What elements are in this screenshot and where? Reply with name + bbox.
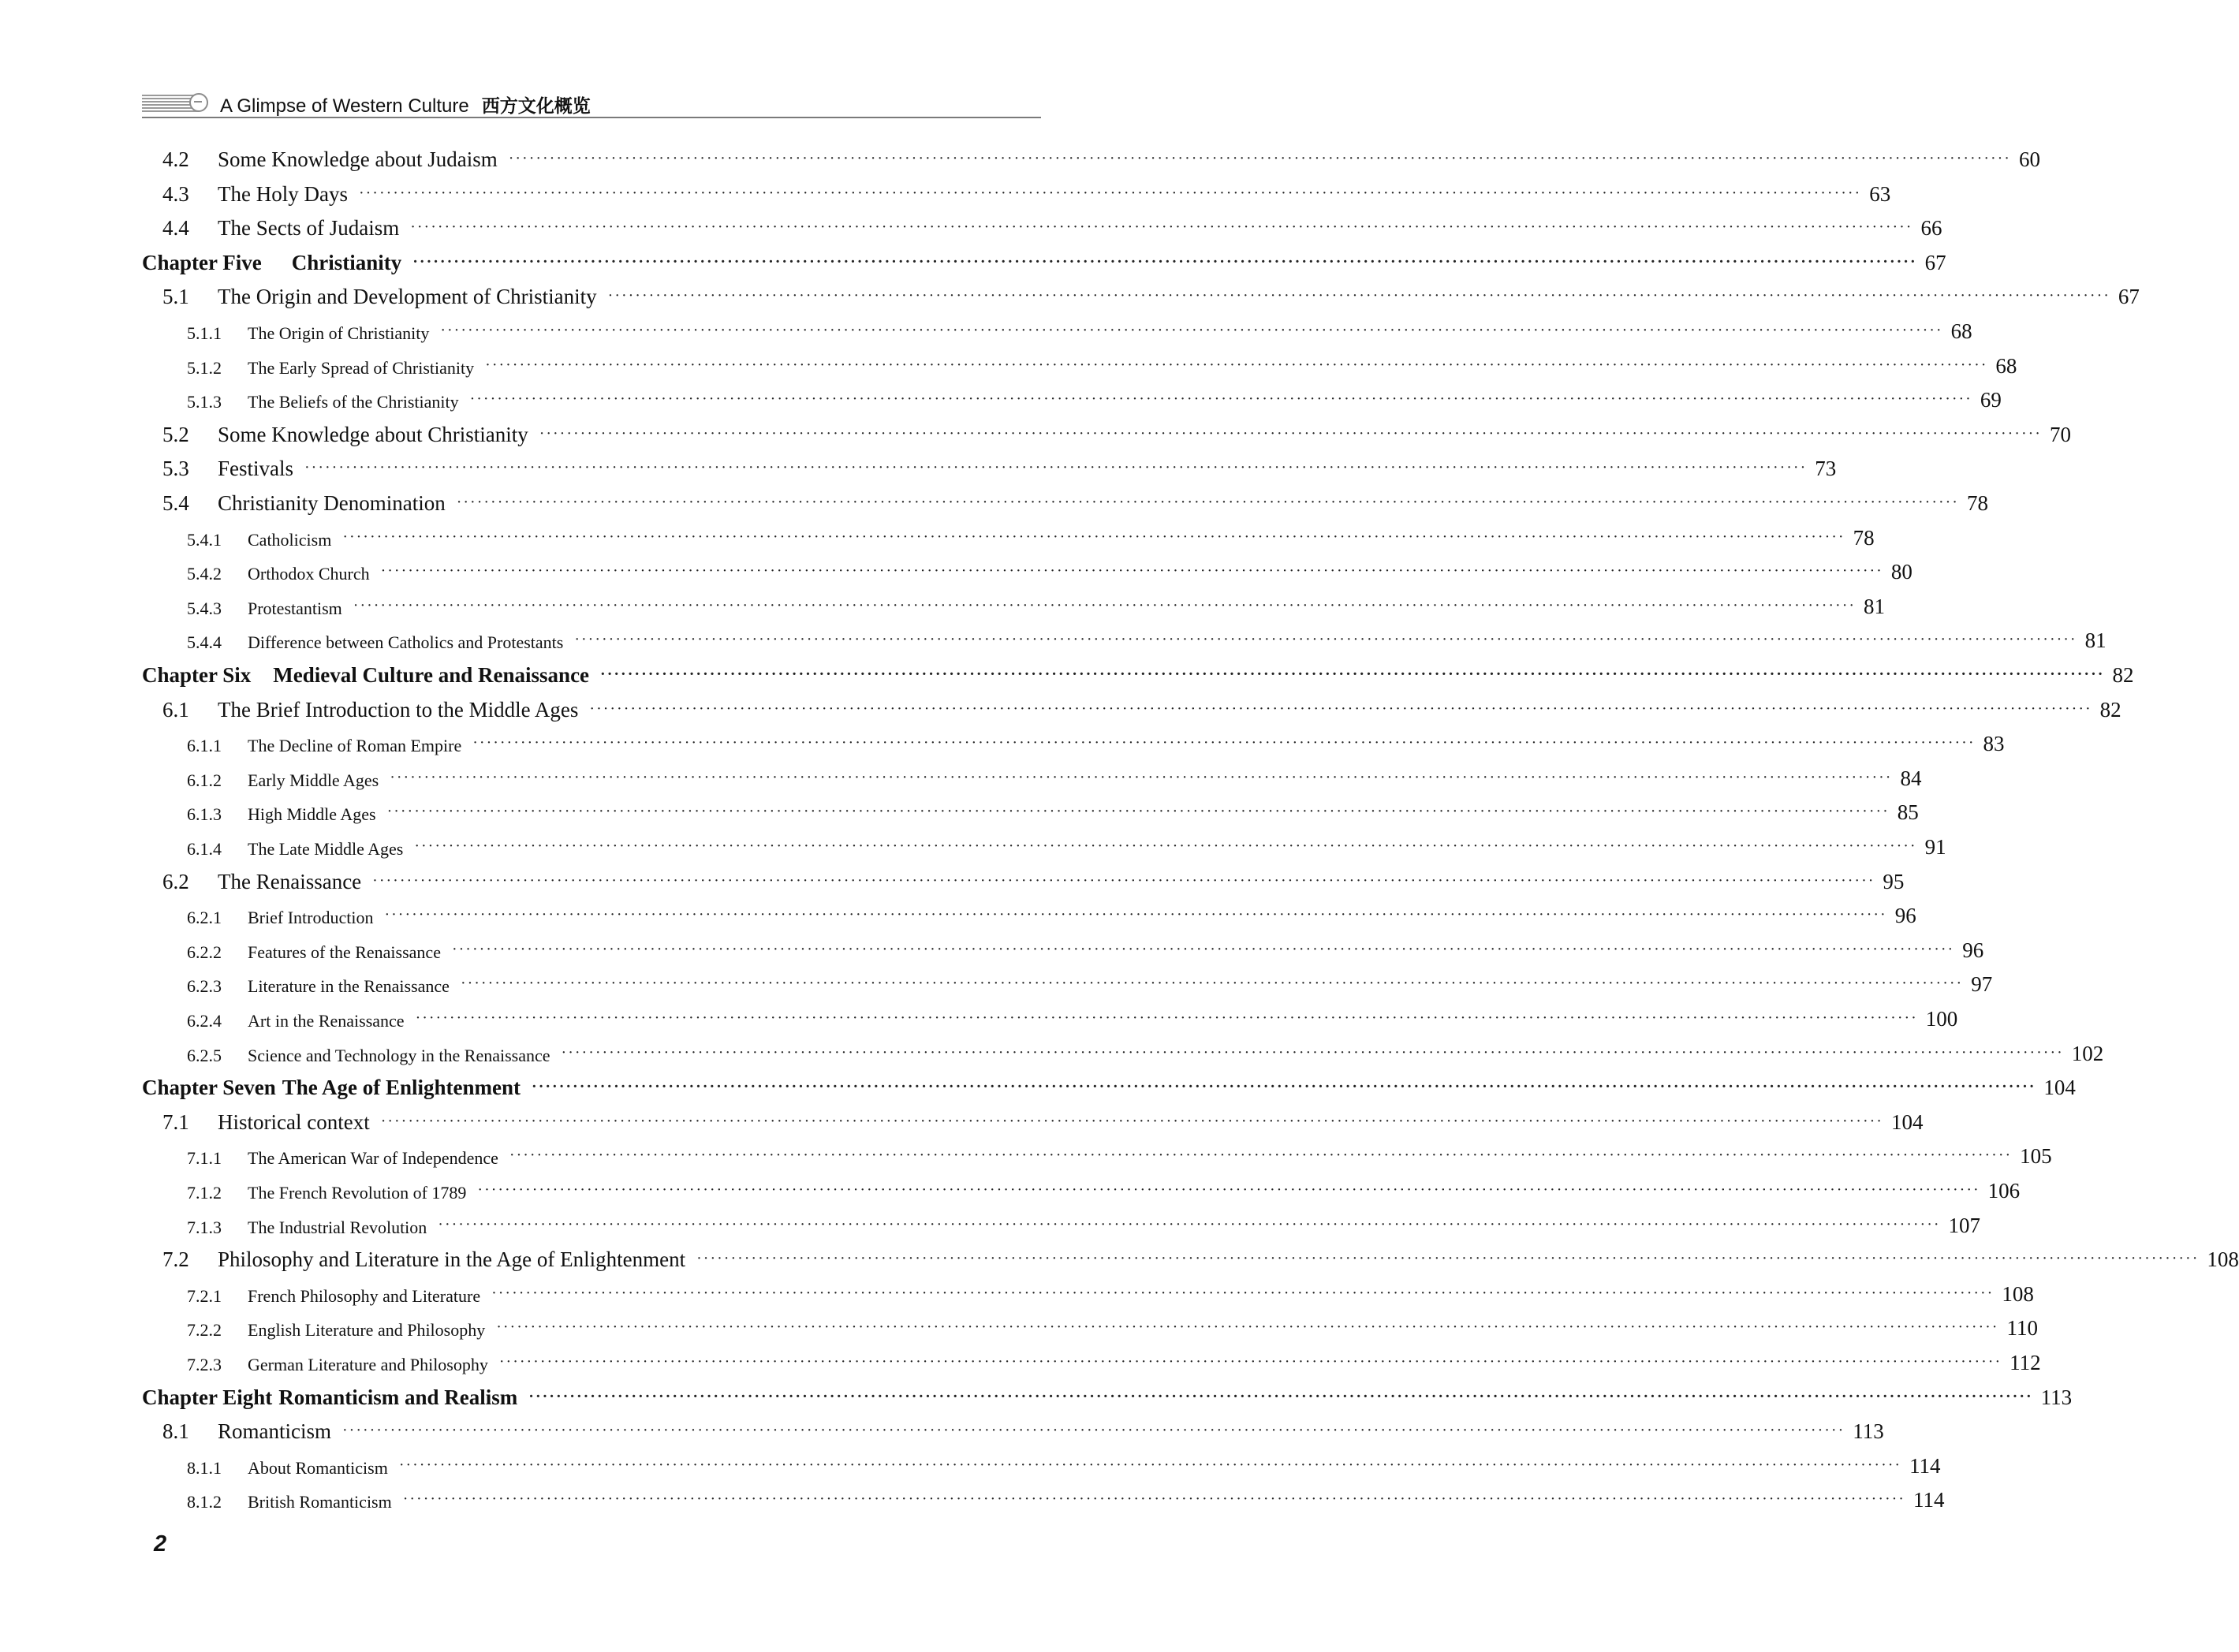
toc-section-entry[interactable]: [162, 481, 1988, 516]
toc-entry-title: The American War of Independence: [248, 1148, 498, 1169]
dot-leader: ····························································································································································································································: [342, 528, 1845, 546]
toc-entry-number: 6.2: [162, 869, 189, 893]
toc-entry-title: Some Knowledge about Judaism: [218, 147, 498, 171]
toc-entry-number: Chapter Six: [142, 663, 252, 687]
dot-leader: ····························································································································································································································: [539, 424, 2042, 442]
toc-entry-page: 114: [1912, 1488, 1945, 1512]
toc-subsection-entry[interactable]: [187, 962, 1993, 997]
toc-entry-page: 108: [2002, 1281, 2034, 1306]
toc-section-entry[interactable]: [162, 1409, 1884, 1444]
toc-section-entry[interactable]: [162, 446, 1837, 481]
dot-leader: ····························································································································································································································: [402, 1490, 1905, 1508]
toc-entry-page: 66: [1920, 216, 1942, 241]
toc-subsection-entry[interactable]: [187, 309, 1972, 344]
toc-subsection-entry[interactable]: [187, 1341, 2041, 1375]
toc-entry-title: About Romanticism: [248, 1457, 388, 1478]
toc-entry-page: 82: [2112, 663, 2134, 687]
toc-entry-title: The Renaissance: [218, 869, 362, 893]
toc-subsection-entry[interactable]: [187, 1444, 1941, 1479]
toc-entry-page: 106: [1987, 1179, 2021, 1203]
toc-entry-number: Chapter Five: [142, 250, 262, 274]
dot-leader: ····························································································································································································································: [398, 1456, 1902, 1474]
toc-subsection-entry[interactable]: [187, 550, 1912, 584]
toc-entry-title: The Early Spread of Christianity: [248, 357, 475, 378]
toc-entry-title: Orthodox Church: [248, 564, 370, 584]
toc-entry-number: 5.4.4: [187, 632, 222, 653]
dot-leader: ····························································································································································································································: [600, 666, 2105, 683]
toc-entry-page: 70: [2049, 422, 2071, 446]
dot-leader: ····························································································································································································································: [380, 1112, 1883, 1130]
toc-subsection-entry[interactable]: [187, 756, 1922, 791]
toc-entry-title: Christianity Denomination: [218, 491, 446, 515]
toc-entry-page: 73: [1815, 457, 1837, 481]
toc-entry-number: 5.1.1: [187, 323, 222, 343]
toc-entry-page: 112: [2010, 1351, 2041, 1374]
toc-chapter-entry[interactable]: [142, 1375, 2073, 1410]
toc-entry-title: The Industrial Revolution: [248, 1217, 427, 1237]
toc-entry-page: 104: [1890, 1109, 1924, 1134]
page-number: 2: [154, 1531, 167, 1557]
toc-entry-page: 104: [2043, 1076, 2076, 1100]
toc-entry-number: 5.4.1: [187, 529, 222, 550]
dot-leader: ····························································································································································································································: [438, 1215, 1941, 1233]
toc-entry-number: 5.4.2: [187, 564, 222, 584]
toc-entry-number: 7.1.2: [187, 1183, 222, 1203]
toc-section-entry[interactable]: [162, 172, 1891, 207]
toc-entry-title: Features of the Renaissance: [248, 942, 441, 962]
toc-entry-title: The Origin and Development of Christianity: [218, 285, 597, 309]
toc-section-entry[interactable]: [162, 412, 2071, 447]
toc-entry-number: 4.3: [162, 181, 189, 206]
dot-leader: ····························································································································································································································: [509, 1147, 2013, 1165]
dot-leader: ····························································································································································································································: [561, 1043, 2064, 1061]
toc-entry-title: Romanticism and Realism: [278, 1385, 518, 1409]
toc-entry-title: Romanticism: [218, 1419, 331, 1444]
dot-leader: ····························································································································································································································: [496, 1318, 1999, 1337]
toc-section-entry[interactable]: [162, 206, 1942, 241]
toc-subsection-entry[interactable]: [187, 893, 1916, 928]
toc-entry-page: 83: [1983, 732, 2005, 756]
toc-entry-number: 7.2.1: [187, 1285, 222, 1306]
toc-subsection-entry[interactable]: [187, 825, 1946, 860]
toc-entry-number: 6.2.1: [187, 908, 222, 928]
toc-entry-number: 7.2.3: [187, 1355, 222, 1374]
toc-entry-number: 6.1.2: [187, 770, 222, 790]
dot-leader: ····························································································································································································································: [528, 1387, 2033, 1405]
dot-leader: ····························································································································································································································: [410, 218, 1913, 237]
toc-entry-page: 82: [2099, 697, 2121, 722]
toc-subsection-entry[interactable]: [187, 344, 2017, 379]
toc-chapter-entry[interactable]: [142, 241, 1946, 275]
dot-leader: ····························································································································································································································: [304, 459, 1808, 477]
toc-entry-title: Protestantism: [248, 598, 342, 618]
toc-entry-title: The Sects of Judaism: [218, 216, 400, 241]
dot-leader: ····························································································································································································································: [414, 837, 1917, 855]
toc-entry-page: 84: [1900, 766, 1922, 790]
toc-entry-title: British Romanticism: [248, 1492, 392, 1512]
toc-entry-title: Festivals: [218, 457, 294, 481]
toc-entry-number: 5.1.2: [187, 357, 222, 378]
toc-entry-title: Medieval Culture and Renaissance: [273, 663, 590, 687]
toc-entry-page: 107: [1948, 1213, 1981, 1237]
toc-chapter-entry[interactable]: [142, 1065, 2076, 1100]
toc-section-entry[interactable]: [162, 860, 1905, 894]
dot-leader: ····························································································································································································································: [390, 768, 1893, 786]
book-title: [220, 91, 591, 117]
toc-subsection-entry[interactable]: [187, 516, 1875, 550]
toc-entry-title: The Brief Introduction to the Middle Ages: [218, 697, 579, 722]
toc-entry-number: 7.1: [162, 1109, 189, 1134]
toc-entry-title: Historical context: [218, 1109, 370, 1134]
toc-section-entry[interactable]: [162, 274, 2140, 309]
toc-entry-page: 80: [1890, 560, 1912, 584]
toc-entry-number: 6.1: [162, 697, 189, 722]
toc-entry-number: 6.1.1: [187, 736, 222, 756]
toc-section-entry[interactable]: [162, 137, 2040, 172]
toc-entry-title: Difference between Catholics and Protestants: [248, 632, 564, 653]
toc-entry-title: French Philosophy and Literature: [248, 1285, 481, 1306]
running-header: [142, 88, 1041, 118]
toc-entry-page: 96: [1962, 938, 1984, 962]
toc-entry-number: Chapter Eight: [142, 1385, 273, 1409]
toc-entry-number: 6.2.3: [187, 976, 222, 997]
toc-chapter-entry[interactable]: [142, 653, 2134, 688]
dot-leader: ····························································································································································································································: [469, 390, 1972, 408]
toc-subsection-entry[interactable]: [187, 1031, 2104, 1066]
book-title-english: A Glimpse of Western Culture: [220, 95, 469, 117]
toc-entry-page: 69: [1980, 388, 2002, 412]
toc-entry-page: 100: [1925, 1007, 1958, 1031]
toc-entry-page: 113: [1853, 1419, 1884, 1444]
dot-leader: ····························································································································································································································: [415, 1009, 1918, 1027]
dot-leader: ····························································································································································································································: [353, 596, 1857, 614]
toc-subsection-entry[interactable]: [187, 1478, 1945, 1512]
toc-entry-title: German Literature and Philosophy: [248, 1355, 488, 1374]
dot-leader: ····························································································································································································································: [485, 356, 1988, 374]
dot-leader: ····························································································································································································································: [451, 940, 1955, 958]
toc-entry-number: Chapter Seven: [142, 1076, 276, 1100]
toc-subsection-entry[interactable]: [187, 790, 1919, 825]
toc-entry-title: Philosophy and Literature in the Age of Enlightenment: [218, 1247, 686, 1272]
toc-entry-title: Christianity: [291, 250, 402, 274]
toc-entry-page: 102: [2071, 1041, 2104, 1065]
toc-entry-number: 5.4: [162, 491, 189, 515]
toc-entry-page: 67: [2118, 285, 2140, 309]
toc-entry-number: 6.2.2: [187, 942, 222, 962]
dot-leader: ····························································································································································································································: [412, 252, 1917, 270]
toc-subsection-entry[interactable]: [187, 584, 1886, 619]
toc-entry-title: Brief Introduction: [248, 908, 374, 928]
dot-leader: ····························································································································································································································: [574, 631, 2077, 649]
dot-leader: ····························································································································································································································: [472, 734, 1976, 752]
toc-subsection-entry[interactable]: [187, 1134, 2052, 1169]
dot-leader: ····························································································································································································································: [477, 1181, 1980, 1199]
toc-entry-number: 8.1.1: [187, 1457, 222, 1478]
toc-entry-title: The Beliefs of the Christianity: [248, 392, 459, 412]
toc-entry-page: 110: [2006, 1316, 2038, 1341]
toc-entry-page: 78: [1966, 491, 1988, 515]
dot-leader: ····························································································································································································································: [384, 906, 1887, 924]
toc-entry-page: 96: [1894, 904, 1916, 928]
toc-subsection-entry[interactable]: [187, 618, 2107, 653]
dot-leader: ····························································································································································································································: [508, 150, 2011, 167]
toc-entry-number: 6.2.4: [187, 1011, 222, 1031]
toc-subsection-entry[interactable]: [187, 378, 2002, 412]
toc-entry-number: 8.1.2: [187, 1492, 222, 1512]
toc-entry-number: 7.2: [162, 1247, 189, 1272]
toc-entry-number: 6.1.3: [187, 804, 222, 825]
arrow-circle-icon: [189, 93, 208, 112]
dot-leader: ····························································································································································································································: [460, 975, 1964, 993]
toc-entry-number: 4.4: [162, 216, 189, 241]
toc-entry-title: The Decline of Roman Empire: [248, 736, 462, 756]
toc-entry-page: 85: [1897, 800, 1919, 825]
toc-entry-number: 5.1.3: [187, 392, 222, 412]
toc-entry-page: 63: [1869, 181, 1891, 206]
toc-entry-page: 68: [1950, 319, 1972, 343]
dot-leader: ····························································································································································································································: [372, 871, 1875, 889]
toc-entry-page: 67: [1924, 250, 1946, 274]
toc-entry-page: 114: [1909, 1453, 1941, 1478]
toc-entry-page: 97: [1971, 972, 1993, 997]
dot-leader: ····························································································································································································································: [380, 562, 1883, 580]
dot-leader: ····························································································································································································································: [696, 1250, 2200, 1268]
toc-entry-title: Catholicism: [248, 529, 332, 550]
toc-subsection-entry[interactable]: [187, 928, 1984, 963]
dot-leader: ····························································································································································································································: [386, 803, 1890, 821]
dot-leader: ····························································································································································································································: [342, 1422, 1845, 1440]
dot-leader: ····························································································································································································································: [607, 287, 2110, 305]
toc-entry-page: 81: [2084, 628, 2107, 653]
toc-entry-title: The Age of Enlightenment: [282, 1076, 521, 1100]
toc-section-entry[interactable]: [162, 1237, 2239, 1272]
toc-entry-title: High Middle Ages: [248, 804, 376, 825]
toc-entry-page: 113: [2040, 1385, 2073, 1409]
dot-leader: ····························································································································································································································: [491, 1284, 1995, 1302]
toc-entry-number: 6.2.5: [187, 1045, 222, 1065]
dot-leader: ····························································································································································································································: [532, 1078, 2036, 1096]
toc-subsection-entry[interactable]: [187, 1203, 1981, 1238]
toc-entry-page: 81: [1864, 594, 1886, 618]
toc-entry-number: 7.1.3: [187, 1217, 222, 1237]
dot-leader: ····························································································································································································································: [456, 494, 1959, 511]
toc-entry-title: Art in the Renaissance: [248, 1011, 405, 1031]
dot-leader: ····························································································································································································································: [358, 184, 1862, 202]
toc-entry-number: 6.1.4: [187, 839, 222, 859]
toc-subsection-entry[interactable]: [187, 1169, 2021, 1203]
toc-entry-number: 7.2.2: [187, 1320, 222, 1341]
toc-entry-number: 4.2: [162, 147, 189, 171]
book-title-chinese: 西方文化概览: [481, 96, 591, 117]
toc-entry-title: The Origin of Christianity: [248, 323, 430, 343]
toc-section-entry[interactable]: [162, 688, 2121, 722]
toc-entry-number: 5.3: [162, 457, 189, 481]
toc-entry-number: 5.1: [162, 285, 189, 309]
toc-entry-title: Early Middle Ages: [248, 770, 379, 790]
toc-entry-title: The Late Middle Ages: [248, 839, 404, 859]
toc-entry-title: The French Revolution of 1789: [248, 1183, 467, 1203]
toc-entry-page: 91: [1924, 835, 1946, 859]
toc-entry-page: 68: [1995, 353, 2017, 378]
toc-entry-page: 95: [1883, 869, 1905, 893]
toc-entry-number: 5.2: [162, 422, 189, 446]
toc-entry-title: Some Knowledge about Christianity: [218, 422, 528, 446]
toc-entry-number: 7.1.1: [187, 1148, 222, 1169]
toc-subsection-entry[interactable]: [187, 1306, 2038, 1341]
toc-entry-title: Literature in the Renaissance: [248, 976, 450, 997]
toc-subsection-entry[interactable]: [187, 997, 1958, 1031]
toc-entry-number: 5.4.3: [187, 598, 222, 618]
toc-entry-page: 60: [2018, 147, 2040, 171]
dot-leader: ····························································································································································································································: [589, 699, 2092, 718]
toc-entry-title: The Holy Days: [218, 181, 348, 206]
toc-entry-page: 108: [2207, 1247, 2239, 1272]
dot-leader: ····························································································································································································································: [440, 322, 1943, 339]
toc-subsection-entry[interactable]: [187, 1272, 2034, 1307]
toc-entry-page: 78: [1853, 525, 1875, 550]
toc-entry-title: English Literature and Philosophy: [248, 1320, 486, 1341]
toc-entry-page: 105: [2020, 1144, 2052, 1169]
toc-subsection-entry[interactable]: [187, 722, 2005, 756]
toc-section-entry[interactable]: [162, 1100, 1924, 1135]
dot-leader: ····························································································································································································································: [498, 1353, 2002, 1370]
toc-entry-title: Science and Technology in the Renaissance: [248, 1045, 550, 1065]
toc-entry-number: 8.1: [162, 1419, 189, 1444]
